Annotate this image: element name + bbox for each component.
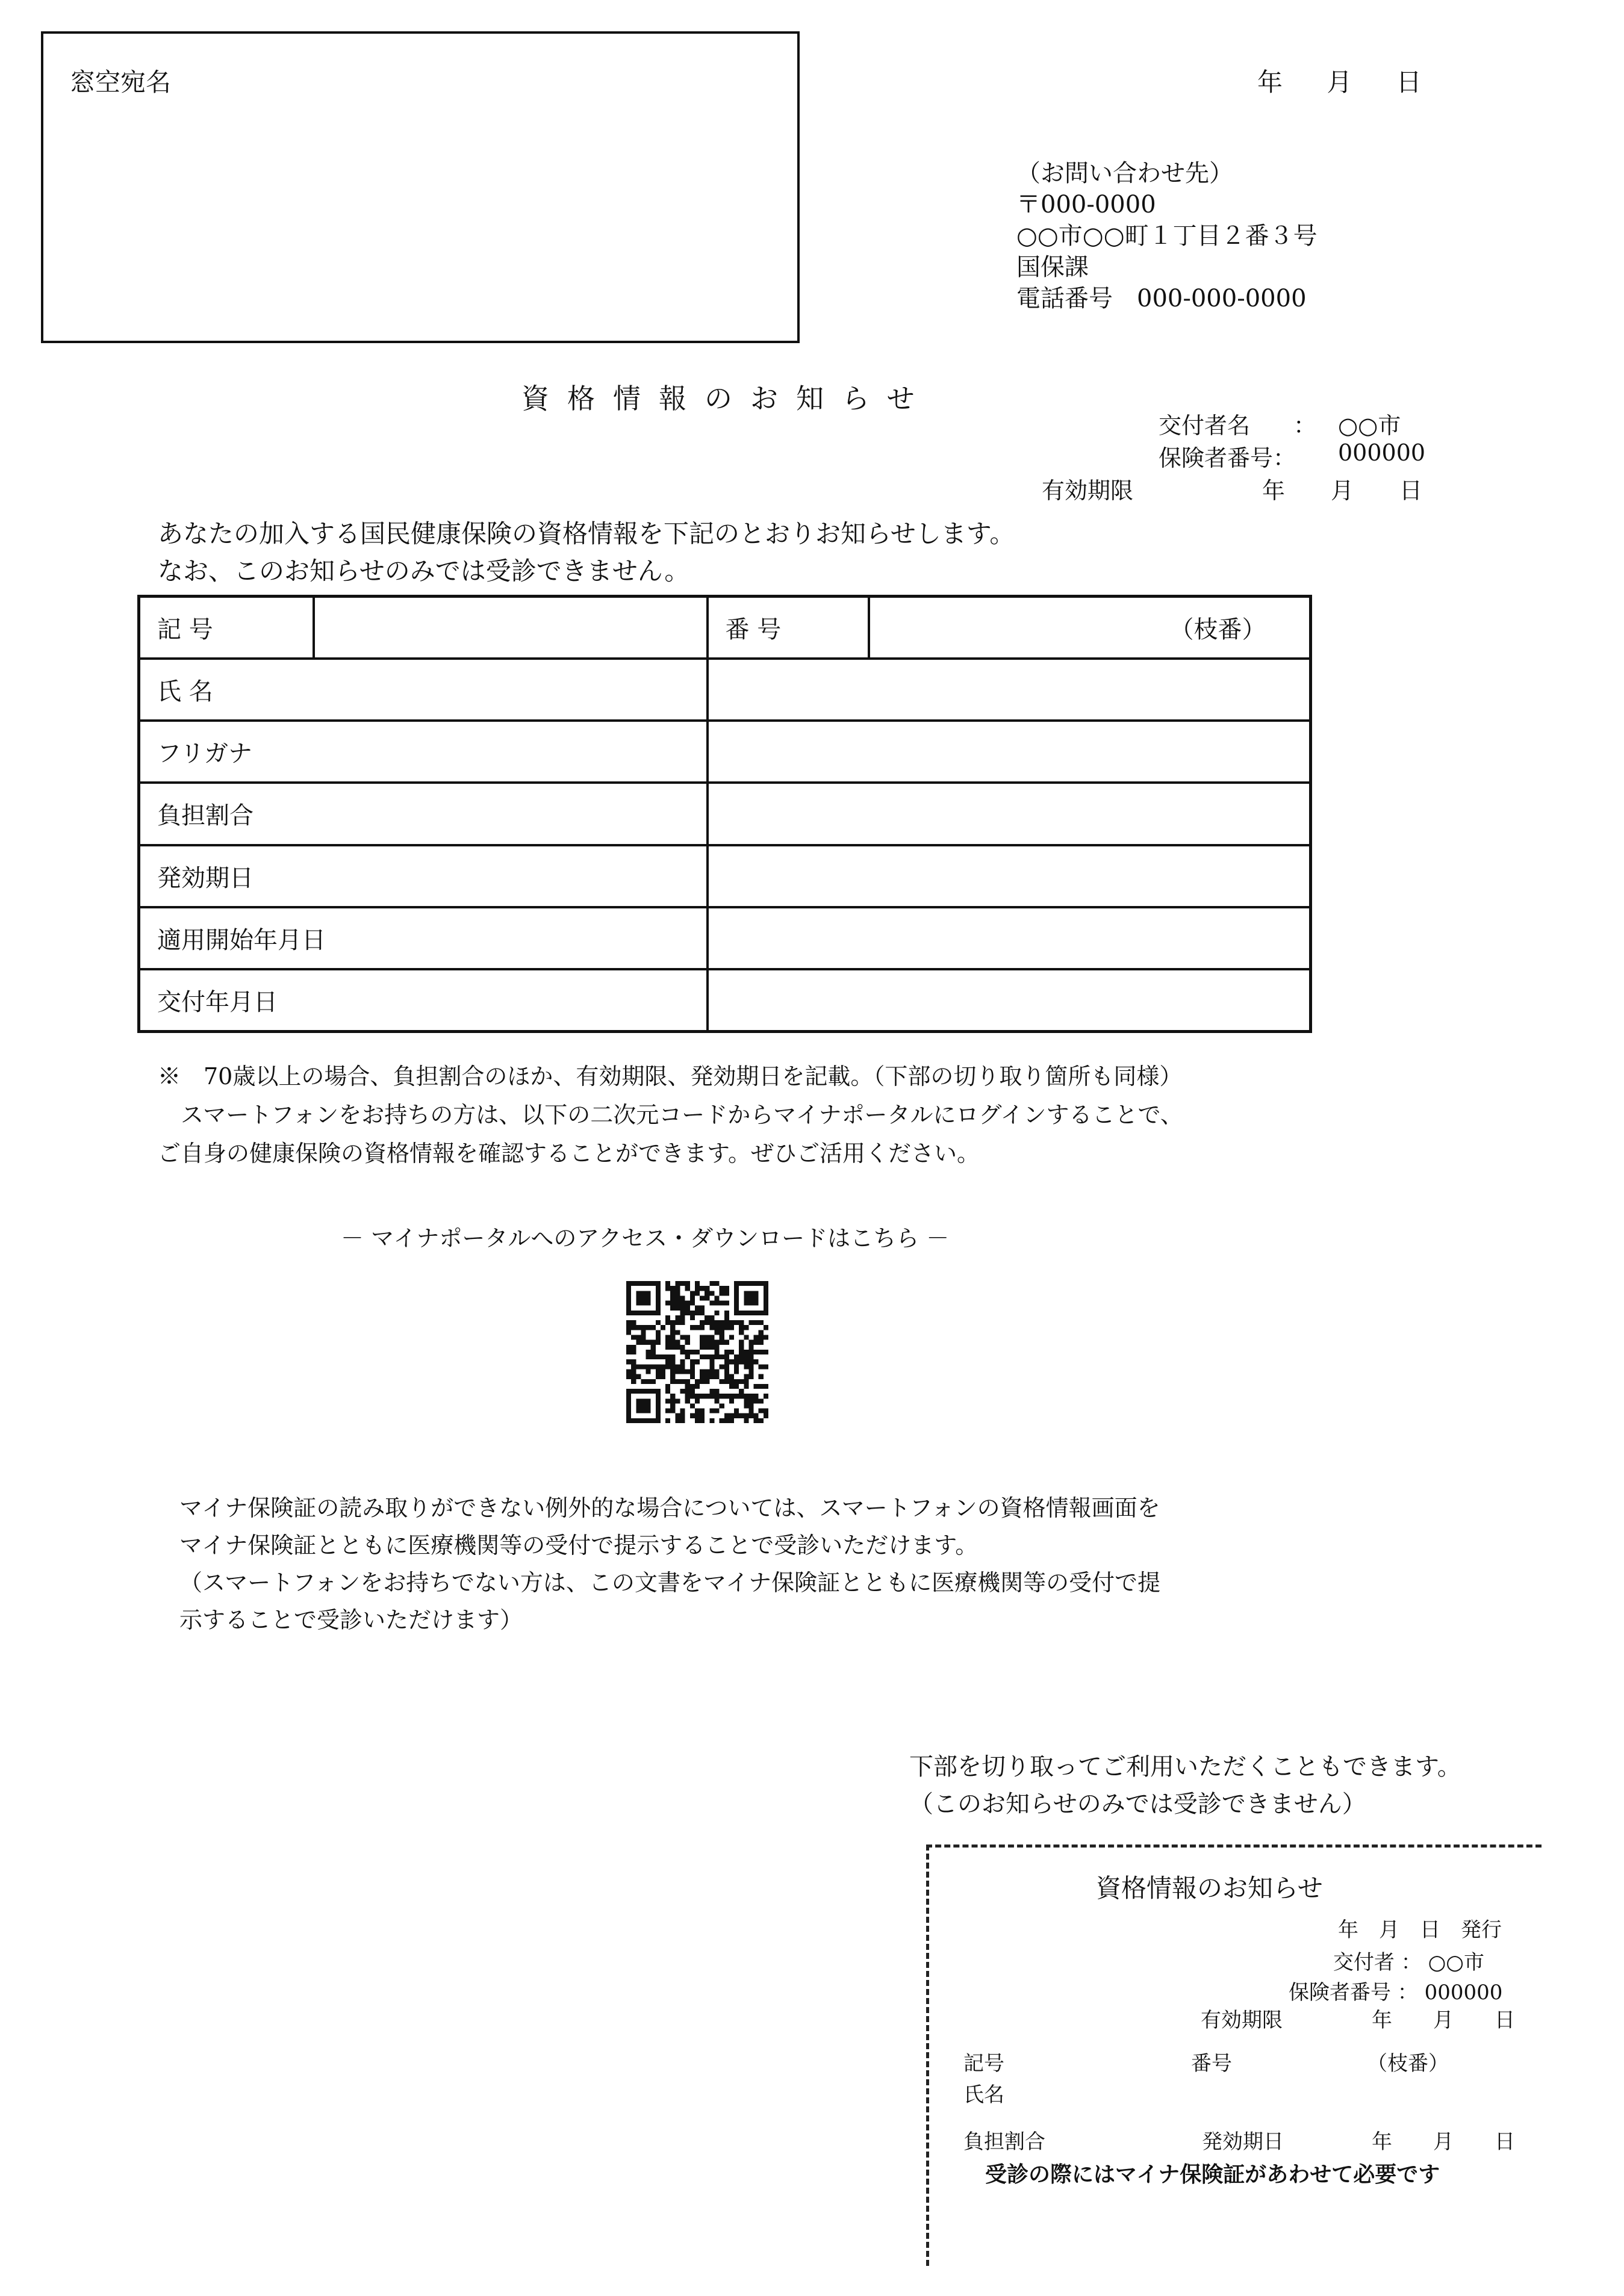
contact-address: ○○市○○町１丁目２番３号 [1016,222,1318,250]
cutout-title: 資格情報のお知らせ [1096,1873,1323,1903]
contact-postal: 〒000-0000 [1016,191,1156,219]
kigo-value [314,597,708,659]
document-title: 資格情報のお知らせ [521,382,933,415]
intro-text [158,515,1015,590]
cutout-expiry-label: 有効期限 [1201,2008,1283,2032]
row-value [708,907,1311,969]
row-value [708,845,1311,907]
cutout-insurer: 保険者番号 ： 000000 [1289,1981,1503,2005]
cutout-edaban: （枝番） [1367,2052,1449,2076]
row-label: 交付年月日 [139,969,708,1032]
smartphone-line-2: マイナ保険証とともに医療機関等の受付で提示することで受診いただけます。 [179,1532,978,1559]
insurer-value: 000000 [1338,439,1426,466]
expiry-label: 有効期限 [1042,477,1134,504]
row-value [708,721,1311,783]
row-value [708,783,1311,845]
contact-phone: 電話番号 000-000-0000 [1016,285,1307,312]
contact-heading: （お問い合わせ先） [1016,160,1233,187]
table-row [139,907,1311,969]
address-window-label: 窓空宛名 [70,67,172,97]
note-text [158,1057,1183,1173]
row-label: 負担割合 [139,783,708,845]
kigo-label: 記 号 [139,597,314,659]
cut-note-line-1: 下部を切り取ってご利用いただくこともできます。 [909,1753,1461,1781]
qr-code-icon[interactable] [626,1281,768,1423]
table-row [139,721,1311,783]
cutout-expiry-value: 年 月 日 [1372,2008,1515,2032]
cutout-name: 氏名 [963,2083,1004,2107]
bango-value [869,597,1311,659]
row-label: 氏 名 [139,659,708,721]
note-line-1: ※ 70歳以上の場合、負担割合のほか、有効期限、発効期日を記載。（下部の切り取り箇所も同様） [158,1063,1183,1090]
issuer-separator: ： [1293,412,1317,439]
cutout-kigo: 記号 [963,2052,1004,2076]
row-label: フリガナ [139,721,708,783]
table-row [139,659,1311,721]
qualification-table [137,595,1312,1033]
table-row [139,783,1311,845]
table-row [139,597,1311,659]
cutout-effective-value: 年 月 日 [1372,2130,1515,2154]
cutout-burden: 負担割合 [963,2130,1045,2154]
note-line-3: ご自身の健康保険の資格情報を確認することができます。ぜひご活用ください。 [158,1140,980,1167]
row-value [708,969,1311,1032]
row-label: 発効期日 [139,845,708,907]
cutout-issuer: 交付者 ： ○○市 [1333,1950,1484,1975]
note-line-2: スマートフォンをお持ちの方は、以下の二次元コードからマイナポータルにログインすることで、 [158,1102,1183,1128]
contact-department: 国保課 [1016,253,1089,281]
cut-note [909,1748,1461,1823]
cutout-notice: 受診の際にはマイナ保険証があわせて必要です [985,2162,1440,2187]
insurer-label: 保険者番号： [1159,445,1296,471]
cutout-issued: 年 月 日 発行 [1338,1918,1502,1942]
expiry-value: 年 月 日 [1262,477,1423,504]
row-value [708,659,1311,721]
cutout-section [926,1845,1542,2266]
table-row [139,969,1311,1032]
bango-label: 番 号 [708,597,869,659]
cut-note-line-2: （このお知らせのみでは受診できません） [909,1790,1366,1818]
address-window [41,31,800,343]
edaban-label: （枝番） [1169,616,1266,644]
issuer-label: 交付者名 [1159,412,1251,439]
cutout-bango: 番号 [1191,2052,1232,2076]
issuer-value: ○○市 [1338,412,1401,439]
cutout-effective-label: 発効期日 [1202,2130,1284,2154]
intro-line-2: なお、このお知らせのみでは受診できません。 [158,556,690,586]
intro-line-1: あなたの加入する国民健康保険の資格情報を下記のとおりお知らせします。 [158,519,1015,548]
table-row [139,845,1311,907]
smartphone-text [179,1489,1160,1639]
smartphone-line-3: （スマートフォンをお持ちでない方は、この文書をマイナ保険証とともに医療機関等の受付で提 [179,1569,1161,1596]
smartphone-line-1: マイナ保険証の読み取りができない例外的な場合については、スマートフォンの資格情報画面を [179,1495,1160,1521]
row-label: 適用開始年月日 [139,907,708,969]
access-label: － マイナポータルへのアクセス・ダウンロードはこちら － [341,1225,950,1252]
issue-date: 年 月 日 [1257,67,1422,97]
contact-block [1016,158,1318,314]
smartphone-line-4: 示することで受診いただけます） [179,1607,523,1633]
